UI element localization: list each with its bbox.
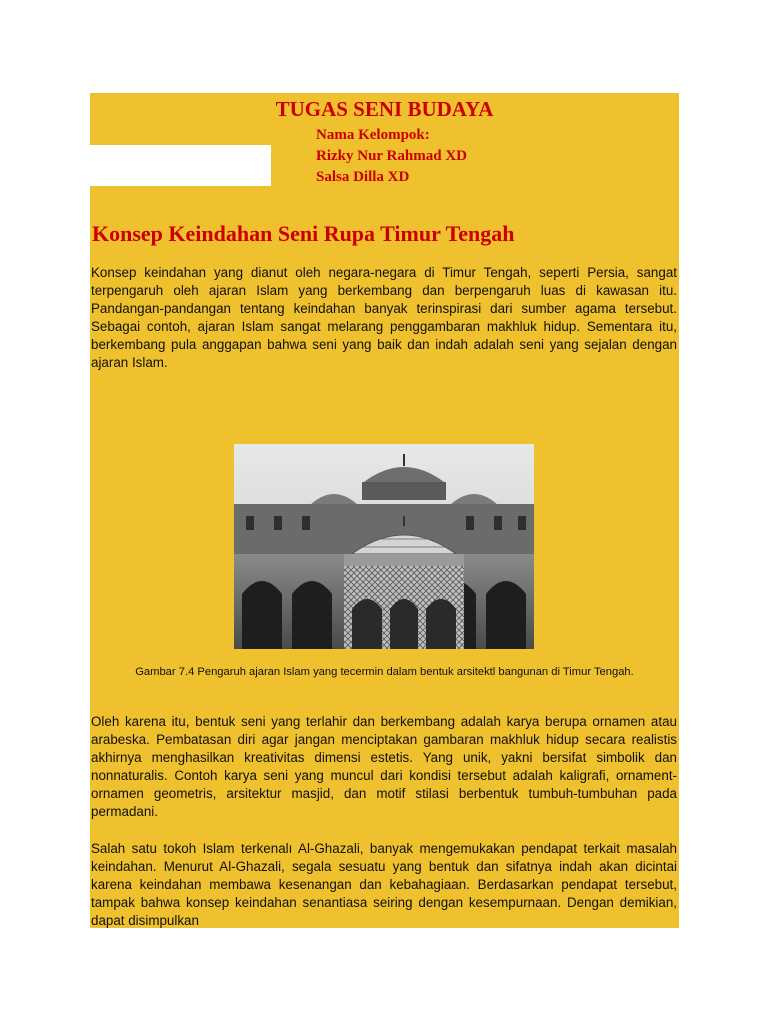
mosque-photo xyxy=(234,444,534,649)
paragraph: Konsep keindahan yang dianut oleh negara-negara di Timur Tengah, seperti Persia, sangat terpengaruh oleh ajaran Islam yang berkembang dan berpengaruh luas di kawasan itu. Pandangan-pandangan tentang keindahan banyak terinspirasi dari sumber agama tersebut. Sebagai contoh, ajaran Islam sangat melarang penggambaran makhluk hidup. Sementara itu, berkembang pula anggapan bahwa seni yang baik dan indah adalah seni yang sejalan dengan ajaran Islam. xyxy=(91,265,677,370)
paragraph: Salah satu tokoh Islam terkenalı Al-Ghazali, banyak mengemukakan pendapat terkait masalah keindahan. Menurut Al-Ghazali, segala sesuatu yang bentuk dan sifatnya indah akan dicintai karena keindahan membawa kesenangan dan kebahagiaan. Berdasarkan pendapat tersebut, tampak bahwa konsep keindahan senantiasa seiring dengan kesempurnaan. Dengan demikian, dapat disimpulkan xyxy=(91,841,677,928)
group-info xyxy=(316,125,467,188)
group-member: Salsa Dilla XD xyxy=(316,169,410,185)
section-heading: Konsep Keindahan Seni Rupa Timur Tengah xyxy=(92,221,515,246)
blank-box xyxy=(90,145,271,186)
document-title: TUGAS SENI BUDAYA xyxy=(275,97,494,121)
group-member: Rizky Nur Rahmad XD xyxy=(316,148,467,164)
group-label: Nama Kelompok: xyxy=(316,127,430,143)
document-page xyxy=(90,93,679,928)
figure-caption: Gambar 7.4 Pengaruh ajaran Islam yang tecermin dalam bentuk arsitektl bangunan di Timur Tengah. xyxy=(135,666,634,678)
paragraph: Oleh karena itu, bentuk seni yang terlahir dan berkembang adalah karya berupa ornamen atau arabeska. Pembatasan diri agar jangan menciptakan gambaran makhluk hidup secara realistis akhirnya menghasilkan kreativitas dimensi estetis. Yang unik, yakni bersifat simbolik dan nonnaturalis. Contoh karya seni yang muncul dari kondisi tersebut adalah kaligrafi, ornament-ornamen geometris, arsitektur masjid, dan motif stilasi berbentuk tumbuh-tumbuhan pada permadani. xyxy=(91,714,677,819)
